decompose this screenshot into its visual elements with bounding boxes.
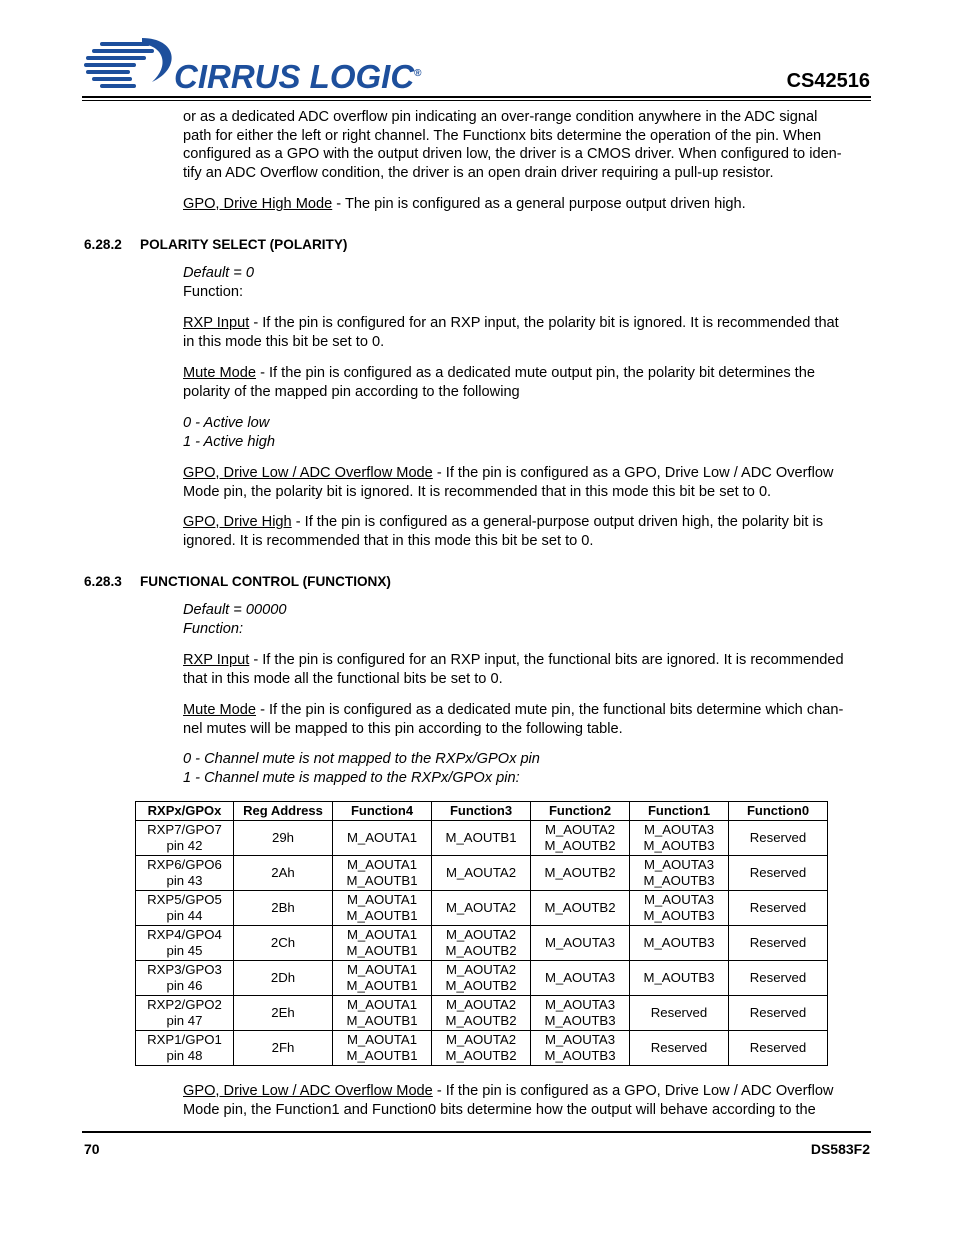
term: RXP Input	[183, 652, 250, 668]
table-cell	[234, 961, 333, 996]
function-label: Function:	[183, 620, 244, 637]
text-line: Mode pin, the Function1 and Function0 bits determine how the output will behave according to the	[183, 1101, 816, 1118]
channel-mute-mapping-table	[135, 801, 828, 1066]
cell-line: M_AOUTB2	[445, 1048, 517, 1063]
cell-line: M_AOUTB3	[643, 838, 715, 853]
text-line: - If the pin is configured as a dedicated mute pin, the functional bits determine which chan-	[256, 702, 844, 718]
cell-line: M_AOUTA2	[445, 996, 517, 1012]
cell-line: M_AOUTA3	[643, 856, 715, 872]
option-line: 1 - Active high	[183, 433, 275, 450]
cell-line: M_AOUTA1	[346, 1031, 418, 1047]
term: GPO, Drive Low / ADC Overflow Mode	[183, 1083, 433, 1099]
cell-line: 2Ch	[270, 934, 296, 950]
cell-line: M_AOUTB1	[346, 1048, 418, 1063]
cell-line: M_AOUTA1	[346, 926, 418, 942]
cirrus-logic-logo	[82, 38, 422, 100]
term: RXP Input	[183, 315, 250, 331]
cell-line: Reserved	[749, 899, 807, 915]
table-cell	[531, 821, 630, 856]
table-cell	[630, 1031, 729, 1066]
table-cell	[234, 821, 333, 856]
cell-line: Reserved	[650, 1004, 708, 1020]
text-line: configured as a GPO with the output driven low, the driver is a CMOS driver. When configured to iden-	[183, 146, 842, 162]
cell-line: Reserved	[749, 969, 807, 985]
table-row	[136, 1031, 828, 1066]
header-rule	[82, 96, 871, 98]
default-value: Default = 00000	[183, 602, 287, 618]
table-cell	[333, 891, 432, 926]
cell-line: M_AOUTB3	[544, 1048, 616, 1063]
cell-line: M_AOUTB2	[445, 978, 517, 993]
table-row	[136, 821, 828, 856]
table-cell	[729, 856, 828, 891]
polarity-options	[183, 414, 871, 451]
table-cell	[432, 1031, 531, 1066]
text-line: - If the pin is configured as a dedicated mute output pin, the polarity bit determines the	[256, 365, 815, 381]
table-row	[136, 996, 828, 1031]
term: Mute Mode	[183, 702, 257, 718]
section-number: 6.28.2	[84, 237, 122, 252]
cell-line: M_AOUTA3	[544, 1031, 616, 1047]
table-cell	[729, 1031, 828, 1066]
table-cell	[234, 891, 333, 926]
table-cell	[333, 821, 432, 856]
cell-line: M_AOUTA1	[346, 856, 418, 872]
column-header: Reg Address	[234, 802, 333, 821]
cell-line: 2Ah	[271, 864, 295, 880]
table-cell	[136, 1031, 234, 1066]
text-line: Mode pin, the polarity bit is ignored. It is recommended that in this mode this bit be set to 0.	[183, 483, 772, 500]
cell-line: M_AOUTA1	[346, 961, 418, 977]
cell-line: M_AOUTA2	[445, 926, 517, 942]
cell-line: Reserved	[650, 1039, 708, 1055]
cell-line: M_AOUTA2	[445, 864, 517, 880]
cell-line: Reserved	[749, 829, 807, 845]
logo-swoosh-icon	[82, 38, 182, 100]
default-value: Default = 0	[183, 265, 254, 281]
cell-line: M_AOUTB3	[643, 908, 715, 923]
option-line: 0 - Active low	[183, 415, 270, 431]
table-cell	[333, 856, 432, 891]
table-cell	[729, 821, 828, 856]
table-cell	[432, 821, 531, 856]
term: GPO, Drive Low / ADC Overflow Mode	[183, 465, 433, 481]
table-row	[136, 926, 828, 961]
table-cell	[630, 996, 729, 1031]
logo-wordmark: CIRRUS LOGIC®	[174, 58, 422, 95]
section-title: FUNCTIONAL CONTROL (FUNCTIONX)	[140, 574, 391, 589]
cell-line: M_AOUTB3	[544, 1013, 616, 1028]
function-default	[183, 601, 871, 638]
table-row	[136, 891, 828, 926]
cell-line: M_AOUTB1	[346, 943, 418, 958]
text-line: nel mutes will be mapped to this pin according to the following table.	[183, 720, 623, 737]
cell-line: RXP2/GPO2	[147, 996, 222, 1012]
table-cell	[729, 996, 828, 1031]
table-cell	[432, 926, 531, 961]
cell-line: RXP4/GPO4	[147, 926, 222, 942]
cell-line: RXP7/GPO7	[147, 821, 222, 837]
table-cell	[333, 1031, 432, 1066]
table-cell	[531, 996, 630, 1031]
cell-line: M_AOUTA3	[643, 821, 715, 837]
table-cell	[729, 961, 828, 996]
text-line: - If the pin is configured for an RXP input, the polarity bit is ignored. It is recommended that	[249, 315, 839, 331]
polarity-default	[183, 264, 871, 301]
cell-line: M_AOUTB3	[643, 934, 715, 950]
table-cell	[136, 961, 234, 996]
table-cell	[432, 856, 531, 891]
function-label: Function:	[183, 283, 244, 300]
text-line: - If the pin is configured as a GPO, Drive Low / ADC Overflow	[432, 1083, 834, 1099]
polarity-gpo-high-paragraph	[183, 513, 871, 550]
cell-line: M_AOUTA2	[445, 961, 517, 977]
header-rule-thin	[82, 100, 871, 101]
cell-line: M_AOUTB1	[445, 829, 517, 845]
table-cell	[729, 926, 828, 961]
option-line: 1 - Channel mute is mapped to the RXPx/GPOx pin:	[183, 769, 520, 786]
column-header: Function3	[432, 802, 531, 821]
term: GPO, Drive High Mode	[183, 196, 333, 212]
table-row	[136, 961, 828, 996]
cell-line: M_AOUTA1	[346, 996, 418, 1012]
cell-line: M_AOUTB3	[643, 969, 715, 985]
cell-line: M_AOUTB2	[544, 899, 616, 915]
table-cell	[136, 821, 234, 856]
cell-line: M_AOUTA2	[445, 1031, 517, 1047]
gpo-drive-high-mode-paragraph	[183, 195, 871, 214]
cell-line: M_AOUTA2	[544, 821, 616, 837]
cell-line: RXP5/GPO5	[147, 891, 222, 907]
cell-line: M_AOUTB2	[445, 1013, 517, 1028]
cell-line: Reserved	[749, 934, 807, 950]
document-number: DS583F2	[810, 1141, 870, 1157]
function-options	[183, 750, 871, 787]
cell-line: M_AOUTA1	[346, 891, 418, 907]
term: Mute Mode	[183, 365, 257, 381]
column-header: Function4	[333, 802, 432, 821]
cell-line: 2Eh	[271, 1004, 295, 1020]
cell-line: Reserved	[749, 864, 807, 880]
text-line: that in this mode all the functional bits be set to 0.	[183, 670, 503, 687]
text-line: - If the pin is configured as a general-purpose output driven high, the polarity bit is	[291, 514, 824, 530]
column-header: RXPx/GPOx	[136, 802, 234, 821]
cell-line: M_AOUTB3	[643, 873, 715, 888]
table-cell	[432, 891, 531, 926]
table-cell	[136, 891, 234, 926]
cell-line: M_AOUTB1	[346, 873, 418, 888]
cell-line: RXP1/GPO1	[147, 1031, 222, 1047]
cell-line: pin 42	[166, 838, 203, 853]
table-cell	[630, 926, 729, 961]
cell-line: M_AOUTB2	[445, 943, 517, 958]
cell-line: 2Bh	[271, 899, 295, 915]
text-line: ignored. It is recommended that in this mode this bit be set to 0.	[183, 532, 594, 549]
table-cell	[630, 891, 729, 926]
cell-line: M_AOUTA3	[544, 969, 616, 985]
cell-line: M_AOUTB1	[346, 1013, 418, 1028]
table-cell	[333, 961, 432, 996]
definition: - The pin is configured as a general purpose output driven high.	[332, 196, 746, 212]
intro-paragraph	[183, 108, 871, 182]
section-heading-function	[84, 574, 391, 589]
polarity-gpo-low-paragraph	[183, 464, 871, 501]
cell-line: M_AOUTA2	[445, 899, 517, 915]
table-cell	[729, 891, 828, 926]
text-line: in this mode this bit be set to 0.	[183, 333, 385, 350]
polarity-rxp-paragraph	[183, 314, 871, 351]
option-line: 0 - Channel mute is not mapped to the RXPx/GPOx pin	[183, 751, 540, 767]
column-header: Function1	[630, 802, 729, 821]
table-cell	[234, 856, 333, 891]
cell-line: Reserved	[749, 1039, 807, 1055]
cell-line: M_AOUTB1	[346, 978, 418, 993]
table-cell	[531, 1031, 630, 1066]
table-cell	[136, 926, 234, 961]
cell-line: pin 44	[166, 908, 203, 923]
cell-line: 2Fh	[271, 1039, 295, 1055]
table-cell	[136, 996, 234, 1031]
table-cell	[630, 961, 729, 996]
function-mute-paragraph	[183, 701, 871, 738]
table-cell	[432, 996, 531, 1031]
cell-line: RXP6/GPO6	[147, 856, 222, 872]
table-cell	[234, 1031, 333, 1066]
text-line: or as a dedicated ADC overflow pin indicating an over-range condition anywhere in the ADC signal	[183, 109, 818, 125]
table-cell	[531, 856, 630, 891]
cell-line: pin 43	[166, 873, 203, 888]
table-cell	[630, 856, 729, 891]
function-rxp-paragraph	[183, 651, 871, 688]
table-cell	[531, 926, 630, 961]
cell-line: M_AOUTA3	[544, 996, 616, 1012]
section-number: 6.28.3	[84, 574, 122, 589]
text-line: - If the pin is configured for an RXP input, the functional bits are ignored. It is recommended	[249, 652, 844, 668]
cell-line: M_AOUTB1	[346, 908, 418, 923]
column-header: Function0	[729, 802, 828, 821]
text-line: polarity of the mapped pin according to the following	[183, 383, 520, 400]
cell-line: pin 45	[166, 943, 203, 958]
function-gpo-low-paragraph	[183, 1082, 871, 1119]
cell-line: M_AOUTA3	[643, 891, 715, 907]
polarity-mute-paragraph	[183, 364, 871, 401]
text-line: - If the pin is configured as a GPO, Drive Low / ADC Overflow	[432, 465, 834, 481]
footer-rule	[82, 1131, 871, 1133]
table-cell	[531, 961, 630, 996]
cell-line: pin 48	[166, 1048, 203, 1063]
cell-line: M_AOUTB2	[544, 864, 616, 880]
table-cell	[333, 996, 432, 1031]
table-row	[136, 856, 828, 891]
table-cell	[234, 926, 333, 961]
section-heading-polarity	[84, 237, 347, 252]
text-line: tify an ADC Overflow condition, the driver is an open drain driver requiring a pull-up resistor.	[183, 164, 774, 181]
term: GPO, Drive High	[183, 514, 292, 530]
cell-line: Reserved	[749, 1004, 807, 1020]
cell-line: M_AOUTA3	[544, 934, 616, 950]
table-cell	[136, 856, 234, 891]
text-line: path for either the left or right channel. The Functionx bits determine the operation of the pin. When	[183, 127, 822, 144]
cell-line: pin 46	[166, 978, 203, 993]
cell-line: RXP3/GPO3	[147, 961, 222, 977]
cell-line: M_AOUTA1	[346, 829, 418, 845]
column-header: Function2	[531, 802, 630, 821]
section-title: POLARITY SELECT (POLARITY)	[140, 237, 348, 252]
cell-line: 2Dh	[270, 969, 296, 985]
page-number: 70	[84, 1141, 100, 1157]
table-cell	[333, 926, 432, 961]
cell-line: 29h	[271, 829, 294, 845]
table-cell	[630, 821, 729, 856]
table-cell	[234, 996, 333, 1031]
cell-line: M_AOUTB2	[544, 838, 616, 853]
product-id: CS42516	[786, 70, 870, 92]
table-cell	[432, 961, 531, 996]
table-header-row	[136, 802, 828, 821]
table-cell	[531, 891, 630, 926]
cell-line: pin 47	[166, 1013, 203, 1028]
